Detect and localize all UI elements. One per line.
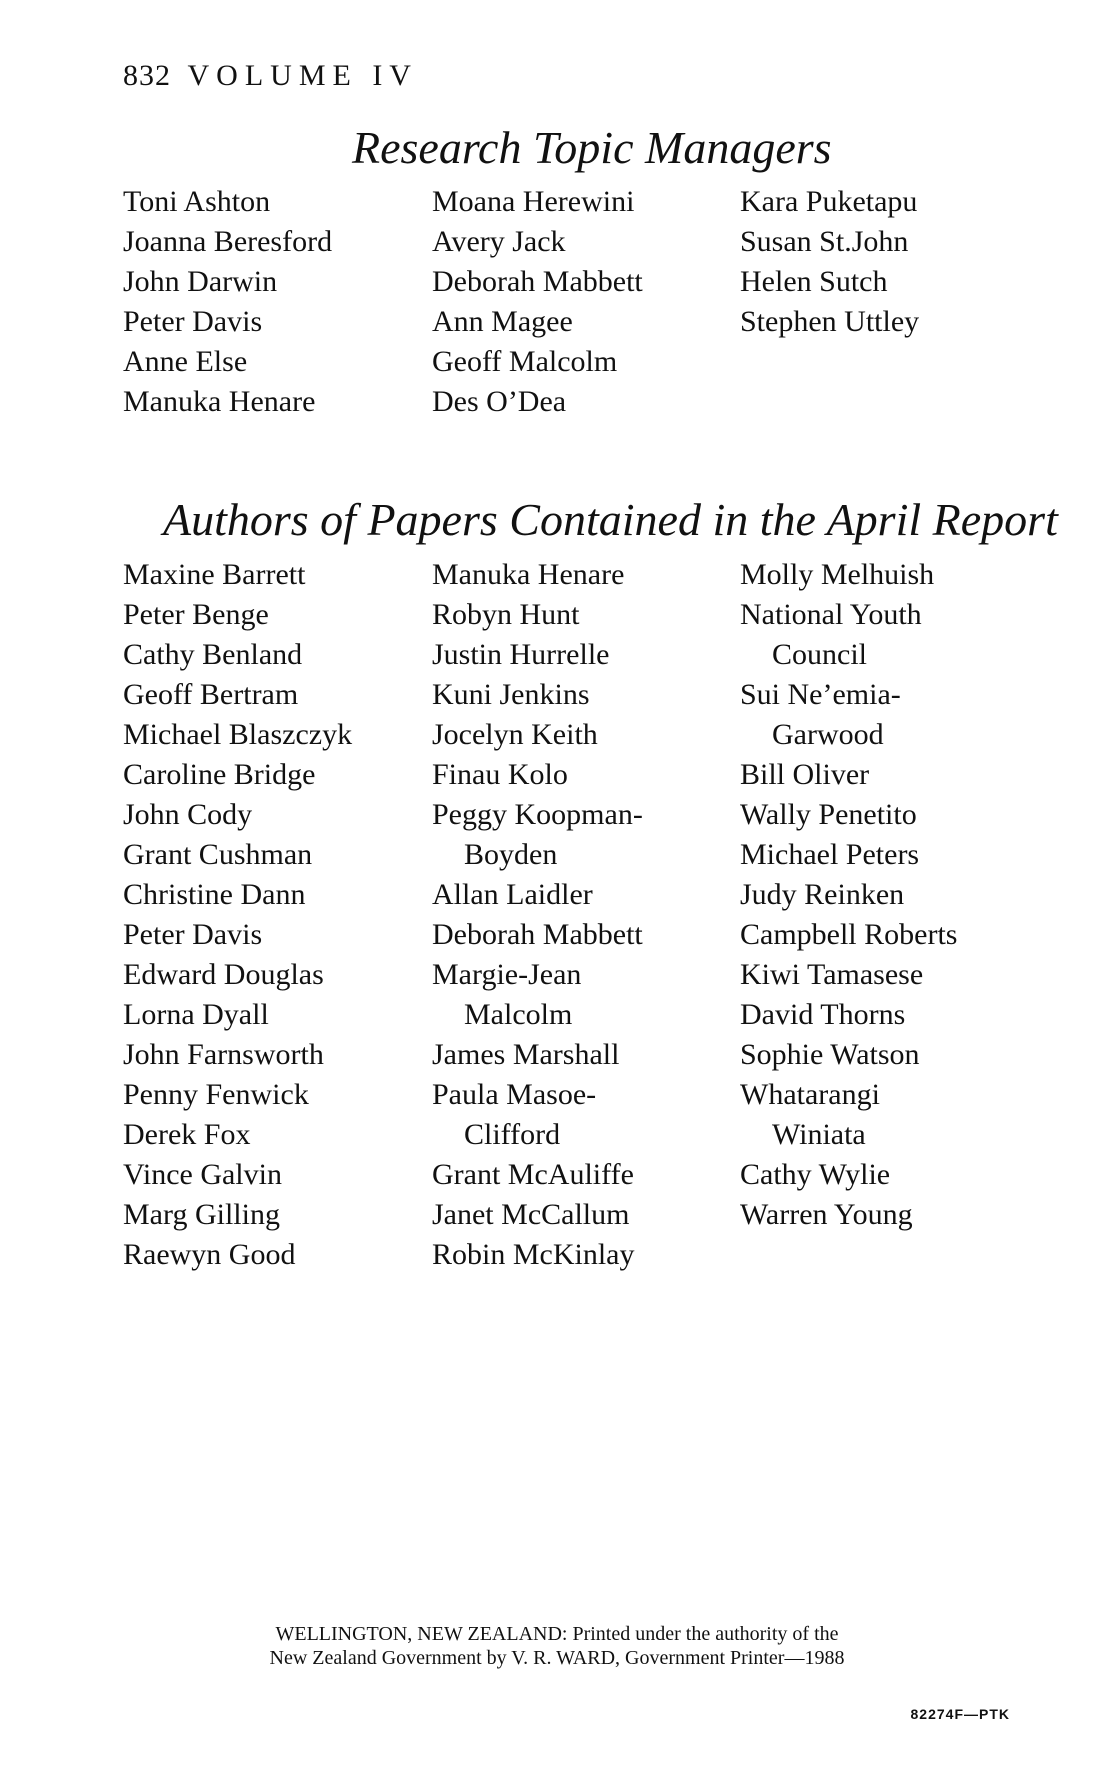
name-entry: Avery Jack — [432, 225, 566, 258]
name-entry: James Marshall — [432, 1038, 620, 1071]
name-entry: Des O’Dea — [432, 385, 567, 418]
name-entry: David Thorns — [740, 998, 906, 1031]
name-entry: Malcolm — [464, 998, 573, 1031]
authors-title: Authors of Papers Contained in the April Report — [163, 494, 1058, 545]
name-entry: Robyn Hunt — [432, 598, 580, 631]
name-entry: Warren Young — [740, 1198, 913, 1231]
research-topic-managers-title: Research Topic Managers — [352, 122, 832, 173]
name-entry: Peter Davis — [123, 918, 263, 951]
name-entry: Council — [772, 638, 867, 671]
managers-column-1 — [123, 182, 332, 422]
name-entry: Christine Dann — [123, 878, 306, 911]
name-entry: Kuni Jenkins — [432, 678, 590, 711]
name-entry: Winiata — [772, 1118, 866, 1151]
name-entry: Sui Ne’emia- — [740, 678, 901, 711]
name-entry: Campbell Roberts — [740, 918, 958, 951]
name-entry: Maxine Barrett — [123, 558, 306, 591]
name-entry: Edward Douglas — [123, 958, 324, 991]
name-entry: John Darwin — [123, 265, 278, 298]
imprint-line-1: WELLINGTON, NEW ZEALAND: Printed under the authority of the — [275, 1623, 839, 1645]
authors-column-2 — [432, 555, 643, 1275]
name-entry: Paula Masoe- — [432, 1078, 597, 1111]
name-entry: Garwood — [772, 718, 884, 751]
name-entry: Toni Ashton — [123, 185, 271, 218]
name-entry: Manuka Henare — [123, 385, 316, 418]
name-entry: Wally Penetito — [740, 798, 917, 831]
name-entry: Raewyn Good — [123, 1238, 296, 1271]
name-entry: Kara Puketapu — [740, 185, 918, 218]
name-entry: Bill Oliver — [740, 758, 870, 791]
name-entry: Justin Hurrelle — [432, 638, 610, 671]
name-entry: Vince Galvin — [123, 1158, 282, 1191]
name-entry: Whatarangi — [740, 1078, 880, 1111]
print-code: 82274F—PTK — [910, 1706, 1010, 1722]
name-entry: Ann Magee — [432, 305, 573, 338]
name-entry: Joanna Beresford — [123, 225, 333, 258]
name-entry: Peter Davis — [123, 305, 263, 338]
name-entry: Peter Benge — [123, 598, 269, 631]
name-entry: Deborah Mabbett — [432, 918, 643, 951]
name-entry: Margie-Jean — [432, 958, 582, 991]
name-entry: Lorna Dyall — [123, 998, 269, 1031]
name-entry: John Cody — [123, 798, 253, 831]
name-entry: Michael Blaszczyk — [123, 718, 353, 751]
name-entry: National Youth — [740, 598, 922, 631]
name-entry: Robin McKinlay — [432, 1238, 635, 1271]
imprint-line-2: New Zealand Government by V. R. WARD, Government Printer—1988 — [269, 1647, 845, 1669]
name-entry: Clifford — [464, 1118, 561, 1151]
name-entry: Allan Laidler — [432, 878, 593, 911]
name-entry: Cathy Wylie — [740, 1158, 891, 1191]
name-entry: Helen Sutch — [740, 265, 888, 298]
name-entry: Jocelyn Keith — [432, 718, 598, 751]
name-entry: Manuka Henare — [432, 558, 625, 591]
name-entry: Susan St.John — [740, 225, 909, 258]
name-entry: Anne Else — [123, 345, 248, 378]
authors-column-1 — [123, 555, 352, 1275]
managers-column-3 — [740, 182, 919, 342]
managers-column-2 — [432, 182, 643, 422]
name-entry: Molly Melhuish — [740, 558, 935, 591]
name-entry: Kiwi Tamasese — [740, 958, 924, 991]
name-entry: Cathy Benland — [123, 638, 303, 671]
name-entry: Peggy Koopman- — [432, 798, 643, 831]
name-entry: Sophie Watson — [740, 1038, 920, 1071]
name-entry: Geoff Malcolm — [432, 345, 618, 378]
name-entry: Geoff Bertram — [123, 678, 299, 711]
authors-column-3 — [740, 555, 957, 1235]
name-entry: Grant Cushman — [123, 838, 313, 871]
name-entry: Penny Fenwick — [123, 1078, 309, 1111]
name-entry: Boyden — [464, 838, 558, 871]
name-entry: Michael Peters — [740, 838, 920, 871]
name-entry: Deborah Mabbett — [432, 265, 643, 298]
name-entry: Marg Gilling — [123, 1198, 280, 1231]
name-entry: Grant McAuliffe — [432, 1158, 634, 1191]
name-entry: Stephen Uttley — [740, 305, 920, 338]
name-entry: Derek Fox — [123, 1118, 251, 1151]
name-entry: Janet McCallum — [432, 1198, 630, 1231]
name-entry: John Farnsworth — [123, 1038, 324, 1071]
volume-label: VOLUME IV — [187, 59, 418, 92]
page-number: 832 — [123, 59, 171, 92]
name-entry: Judy Reinken — [740, 878, 905, 911]
page-header — [123, 56, 418, 96]
name-entry: Moana Herewini — [432, 185, 635, 218]
name-entry: Caroline Bridge — [123, 758, 316, 791]
name-entry: Finau Kolo — [432, 758, 568, 791]
